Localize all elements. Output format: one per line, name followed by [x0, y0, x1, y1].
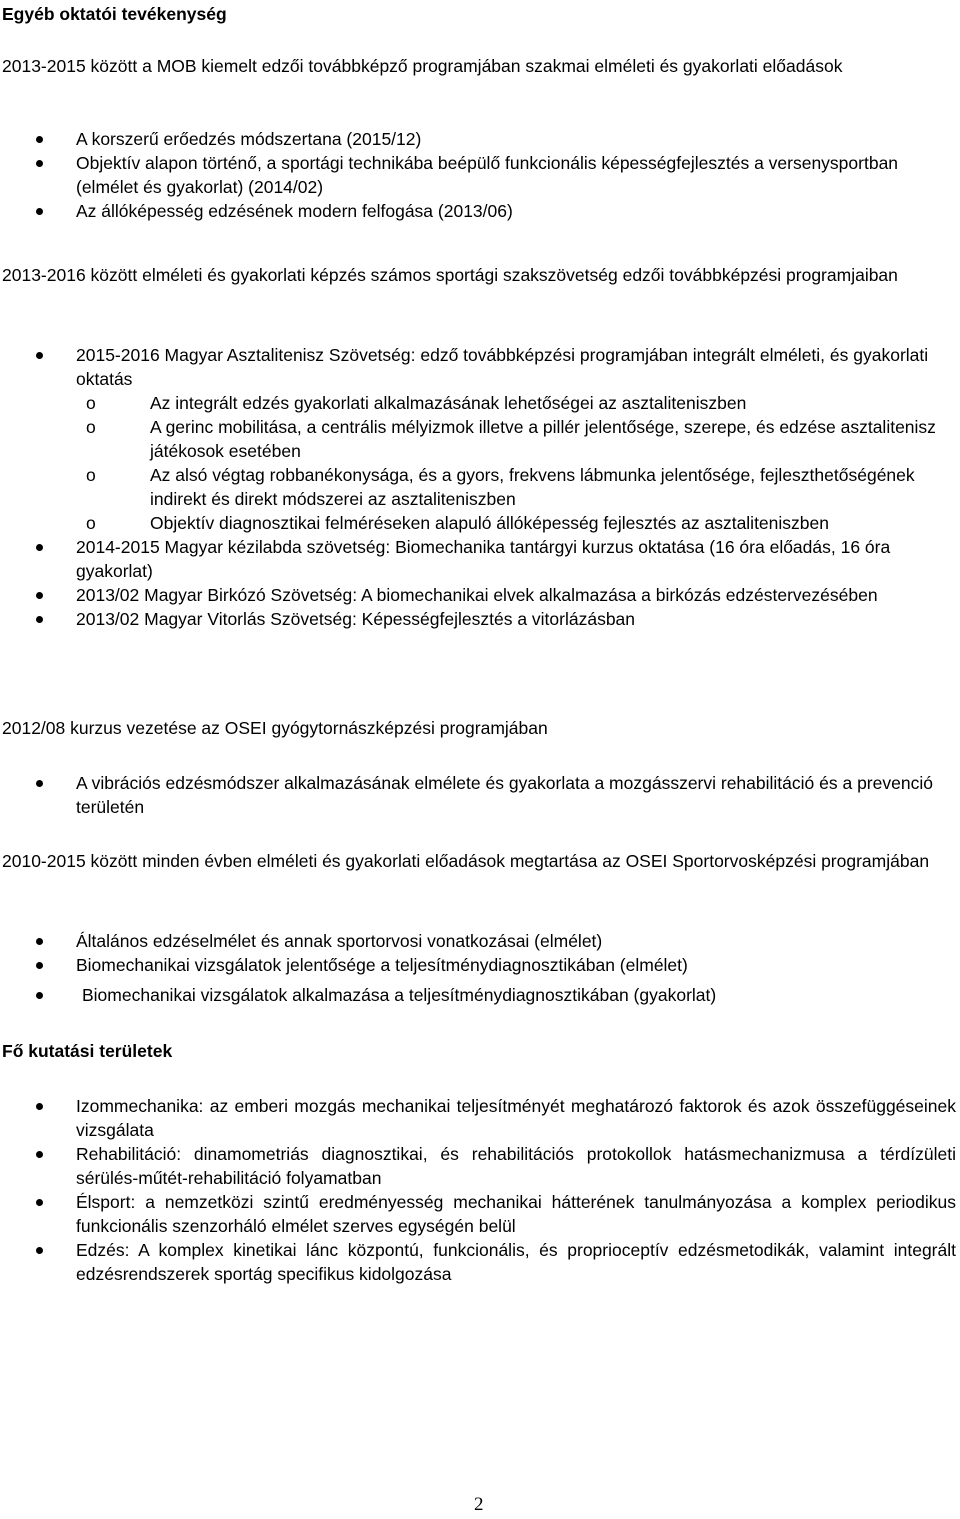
list-item-text: 2015-2016 Magyar Asztalitenisz Szövetség: edző továbbképzési programjában integrált elméleti, és gyakorlati oktatás [76, 345, 929, 389]
bullet-icon [36, 938, 43, 945]
sublist-item-text: Az alsó végtag robbanékonysága, és a gyors, frekvens lábmunka jelentősége, fejleszthetőségének indirekt és direkt módszerei az asztaliteniszben [150, 465, 915, 509]
list-item [0, 583, 960, 607]
list-item [0, 1094, 960, 1142]
bullet-icon [36, 962, 43, 969]
sublist-item [0, 391, 960, 415]
bullet-icon [36, 208, 43, 215]
list-item [0, 929, 960, 953]
osei-physio-list [0, 771, 960, 819]
sublist-item [0, 415, 960, 463]
list-item-text: Biomechanikai vizsgálatok alkalmazása a teljesítménydiagnosztikában (gyakorlat) [82, 985, 717, 1005]
section-title-research: Fő kutatási területek [2, 1041, 173, 1061]
list-item-text: Élsport: a nemzetközi szintű eredményesség mechanikai hátterének tanulmányozása a komplex periodikus funkcionális szenzorháló elmélet szerves egységén belül [76, 1192, 956, 1236]
list-item-text: Az állóképesség edzésének modern felfogása (2013/06) [76, 201, 513, 221]
mob-intro: 2013-2015 között a MOB kiemelt edzői továbbképző programjában szakmai elméleti és gyakorlati előadások [2, 56, 843, 76]
federations-intro: 2013-2016 között elméleti és gyakorlati képzés számos sportági szakszövetség edzői továbbképzési programjaiban [2, 265, 898, 285]
list-item [0, 953, 960, 977]
circle-bullet-icon: o [86, 465, 96, 485]
list-item-text: 2014-2015 Magyar kézilabda szövetség: Biomechanika tantárgyi kurzus oktatása (16 óra előadás, 16 óra gyakorlat) [76, 537, 891, 581]
list-item [0, 1142, 960, 1190]
bullet-icon [36, 1247, 43, 1254]
bullet-icon [36, 1103, 43, 1110]
list-item [0, 607, 960, 631]
sublist-item-text: Objektív diagnosztikai felméréseken alapuló állóképesség fejlesztés az asztaliteniszben [150, 513, 829, 533]
list-item-text: A korszerű erőedzés módszertana (2015/12) [76, 129, 422, 149]
list-item [0, 127, 960, 151]
bullet-icon [36, 160, 43, 167]
page-number: 2 [474, 1494, 484, 1515]
list-item [0, 151, 960, 199]
bullet-icon [36, 352, 43, 359]
mob-list [0, 127, 960, 223]
federations-list [0, 343, 960, 631]
research-list [0, 1094, 960, 1286]
circle-bullet-icon: o [86, 393, 96, 413]
table-tennis-sublist [0, 391, 960, 535]
osei-sportsmed-list [0, 929, 960, 1007]
list-item-text: Edzés: A komplex kinetikai lánc központú, funkcionális, és proprioceptív edzésmetodikák, valamint integrált edzésrendszerek sportág specifikus kidolgozása [76, 1240, 956, 1284]
list-item-text: Rehabilitáció: dinamometriás diagnosztikai, és rehabilitációs protokollok hatásmechanizmusa a térdízületi sérülés-műtét-rehabilitáció folyamatban [76, 1144, 956, 1188]
list-item [0, 199, 960, 223]
list-item-text: Általános edzéselmélet és annak sportorvosi vonatkozásai (elmélet) [76, 931, 603, 951]
sublist-item-text: Az integrált edzés gyakorlati alkalmazásának lehetőségei az asztaliteniszben [150, 393, 747, 413]
sublist-item [0, 511, 960, 535]
bullet-icon [36, 592, 43, 599]
section-title-other-activity: Egyéb oktatói tevékenység [2, 4, 227, 24]
list-item [0, 1190, 960, 1238]
list-item-text: Objektív alapon történő, a sportági technikába beépülő funkcionális képességfejlesztés a versenysportban (elmélet és gyakorlat) (2014/02) [76, 153, 899, 197]
list-item-text: Izommechanika: az emberi mozgás mechanikai teljesítményét meghatározó faktorok és azok összefüggéseinek vizsgálata [76, 1096, 956, 1140]
bullet-icon [36, 1151, 43, 1158]
bullet-icon [36, 544, 43, 551]
list-item [0, 771, 960, 819]
list-item [0, 1238, 960, 1286]
circle-bullet-icon: o [86, 417, 96, 437]
list-item-text: 2013/02 Magyar Vitorlás Szövetség: Képességfejlesztés a vitorlázásban [76, 609, 636, 629]
list-item-text: Biomechanikai vizsgálatok jelentősége a teljesítménydiagnosztikában (elmélet) [76, 955, 688, 975]
circle-bullet-icon: o [86, 513, 96, 533]
bullet-icon [36, 992, 43, 999]
bullet-icon [36, 1199, 43, 1206]
osei-physio-intro: 2012/08 kurzus vezetése az OSEI gyógytornászképzési programjában [2, 718, 548, 738]
sublist-item [0, 463, 960, 511]
bullet-icon [36, 136, 43, 143]
osei-sportsmed-intro: 2010-2015 között minden évben elméleti és gyakorlati előadások megtartása az OSEI Sportorvosképzési programjában [2, 851, 930, 871]
list-item [0, 983, 960, 1007]
list-item-text: A vibrációs edzésmódszer alkalmazásának elmélete és gyakorlata a mozgásszervi rehabilitáció és a prevenció területén [76, 773, 933, 817]
bullet-icon [36, 616, 43, 623]
list-item-text: 2013/02 Magyar Birkózó Szövetség: A biomechanikai elvek alkalmazása a birkózás edzéstervezésében [76, 585, 878, 605]
sublist-item-text: A gerinc mobilitása, a centrális mélyizmok illetve a pillér jelentősége, szerepe, és edzése asztalitenisz játékosok esetében [150, 417, 936, 461]
bullet-icon [36, 780, 43, 787]
list-item [0, 343, 960, 535]
list-item [0, 535, 960, 583]
